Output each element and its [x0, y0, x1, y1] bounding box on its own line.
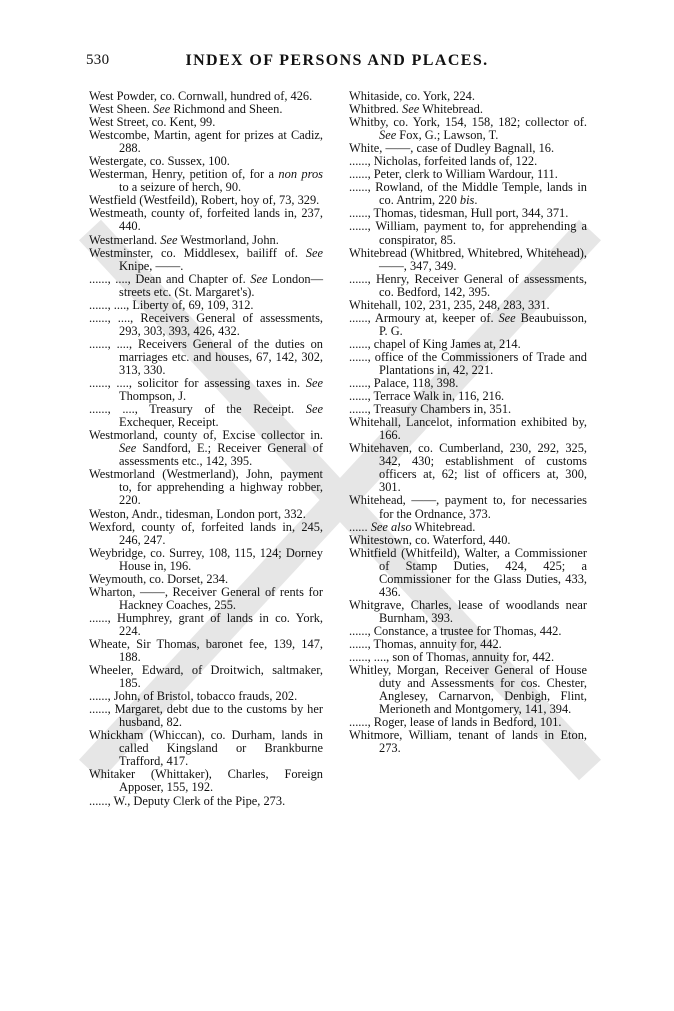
index-entry: Whitmore, William, tenant of lands in Eton, 273.	[349, 728, 587, 756]
page-number: 530	[86, 52, 110, 68]
index-entry: West Street, co. Kent, 99.	[89, 115, 216, 130]
page-header	[86, 52, 588, 76]
index-entry: Westerman, Henry, petition of, for a non pros to a seizure of herch, 90.	[89, 167, 323, 195]
index-entry: Whitby, co. York, 154, 158, 182; collector of. See Fox, G.; Lawson, T.	[349, 115, 587, 143]
index-entry: ......, ...., Treasury of the Receipt. See Exchequer, Receipt.	[89, 402, 323, 430]
index-entry: ......, Humphrey, grant of lands in co. York, 224.	[89, 610, 323, 638]
index-entry: Westcombe, Martin, agent for prizes at Cadiz, 288.	[89, 128, 323, 156]
page-title: INDEX OF PERSONS AND PLACES.	[185, 52, 489, 69]
index-entry: Whitaside, co. York, 224.	[349, 89, 475, 103]
index-entry: ......, W., Deputy Clerk of the Pipe, 273.	[89, 793, 286, 808]
index-entry: Whitfield (Whitfeild), Walter, a Commissioner of Stamp Duties, 424, 425; a Commissioner for the Glass Duties, 433, 436.	[349, 545, 587, 599]
index-entry: Wheate, Sir Thomas, baronet fee, 139, 147, 188.	[89, 636, 323, 665]
index-entry: Whitgrave, Charles, lease of woodlands near Burnham, 393.	[349, 597, 587, 625]
index-entry: ......, office of the Commissioners of Trade and Plantations in, 42, 221.	[349, 349, 587, 377]
index-entry: ......, Thomas, tidesman, Hull port, 344, 371.	[349, 206, 569, 221]
index-entry: ......, ...., solicitor for assessing taxes in. See Thompson, J.	[89, 376, 323, 404]
index-entry: Whitehaven, co. Cumberland, 230, 292, 325, 342, 430; establishment of customs officers at, 62; list of officers at, 300, 301.	[349, 441, 587, 495]
index-entry: Whitbred. See Whitebread.	[349, 102, 483, 117]
index-entry: Weston, Andr., tidesman, London port, 332.	[89, 506, 306, 521]
index-entry: ......, John, of Bristol, tobacco frauds, 202.	[89, 689, 298, 704]
index-entry: Westminster, co. Middlesex, bailiff of. See Knipe, ——.	[89, 245, 323, 273]
index-entry: ......, ...., Receivers General of the duties on marriages etc. and houses, 67, 142, 302, 313, 330.	[89, 336, 323, 377]
index-entry: ......, Treasury Chambers in, 351.	[349, 402, 512, 417]
index-entry: ......, Thomas, annuity for, 442.	[349, 636, 502, 651]
index-entry: Westmerland. See Westmorland, John.	[89, 232, 279, 247]
index-entry: White, ——, case of Dudley Bagnall, 16.	[349, 141, 555, 156]
index-column-right	[349, 90, 587, 755]
index-entry: Whickham (Whiccan), co. Durham, lands in called Kingsland or Brankburne Trafford, 417.	[89, 728, 323, 769]
index-entry: ......, Palace, 118, 398.	[349, 376, 459, 391]
index-entry: ......, ...., son of Thomas, annuity for, 442.	[349, 650, 555, 665]
index-entry: Westmorland, county of, Excise collector in. See Sandford, E.; Receiver General of assessments etc., 142, 395.	[89, 428, 323, 469]
index-entry: ......, Peter, clerk to William Wardour, 111.	[349, 167, 558, 182]
index-entry: Westfield (Westfeild), Robert, hoy of, 73, 329.	[89, 193, 320, 208]
index-entry: ......, Terrace Walk in, 116, 216.	[349, 389, 505, 404]
index-entry: Wheeler, Edward, of Droitwich, saltmaker, 185.	[89, 663, 323, 691]
index-entry: ......, ...., Dean and Chapter of. See London—streets etc. (St. Margaret's).	[89, 271, 323, 299]
index-entry: Westmorland (Westmerland), John, payment to, for apprehending a highway robber, 220.	[89, 467, 323, 508]
index-entry: ......, chapel of King James at, 214.	[349, 336, 521, 351]
index-entry: ......, ...., Receivers General of assessments, 293, 303, 393, 426, 432.	[89, 310, 323, 338]
index-entry: ...... See also Whitebread.	[349, 519, 476, 534]
index-entry: ......, Armoury at, keeper of. See Beaubuisson, P. G.	[349, 310, 587, 338]
index-entry: ......, ...., Liberty of, 69, 109, 312.	[89, 297, 254, 312]
index-entry: Weybridge, co. Surrey, 108, 115, 124; Dorney House in, 196.	[89, 545, 323, 573]
index-entry: ......, Rowland, of the Middle Temple, lands in co. Antrim, 220 bis.	[349, 180, 587, 208]
index-entry: Wexford, county of, forfeited lands in, 245, 246, 247.	[89, 519, 323, 547]
index-column-left	[89, 90, 323, 808]
index-entry: Whitaker (Whittaker), Charles, Foreign Apposer, 155, 192.	[89, 767, 323, 795]
index-entry: ......, Constance, a trustee for Thomas, 442.	[349, 623, 562, 638]
index-entry: Whitestown, co. Waterford, 440.	[349, 532, 511, 547]
index-entry: Whitehall, 102, 231, 235, 248, 283, 331.	[349, 297, 550, 312]
index-entry: Whitebread (Whitbred, Whitebred, Whitehead), ——, 347, 349.	[349, 245, 587, 273]
index-entry: ......, Roger, lease of lands in Bedford, 101.	[349, 715, 562, 730]
index-entry: Whitehead, ——, payment to, for necessaries for the Ordnance, 373.	[349, 493, 587, 521]
index-entry: West Powder, co. Cornwall, hundred of, 426.	[89, 89, 313, 103]
index-entry: ......, Nicholas, forfeited lands of, 122.	[349, 154, 538, 169]
index-entry: Whitehall, Lancelot, information exhibited by, 166.	[349, 415, 587, 443]
index-entry: ......, Margaret, debt due to the customs by her husband, 82.	[89, 702, 323, 730]
index-entry: Wharton, ——, Receiver General of rents for Hackney Coaches, 255.	[89, 584, 323, 612]
index-entry: Weymouth, co. Dorset, 234.	[89, 571, 229, 586]
index-entry: ......, Henry, Receiver General of assessments, co. Bedford, 142, 395.	[349, 271, 587, 299]
index-entry: ......, William, payment to, for apprehending a conspirator, 85.	[349, 219, 587, 247]
index-entry: Westergate, co. Sussex, 100.	[89, 154, 230, 169]
index-entry: West Sheen. See Richmond and Sheen.	[89, 102, 283, 117]
index-entry: Westmeath, county of, forfeited lands in, 237, 440.	[89, 206, 323, 234]
index-entry: Whitley, Morgan, Receiver General of House duty and Assessments for cos. Chester, Anglesey, Carnarvon, Denbigh, Flint, Merioneth and Montgomery, 141, 394.	[349, 663, 587, 717]
